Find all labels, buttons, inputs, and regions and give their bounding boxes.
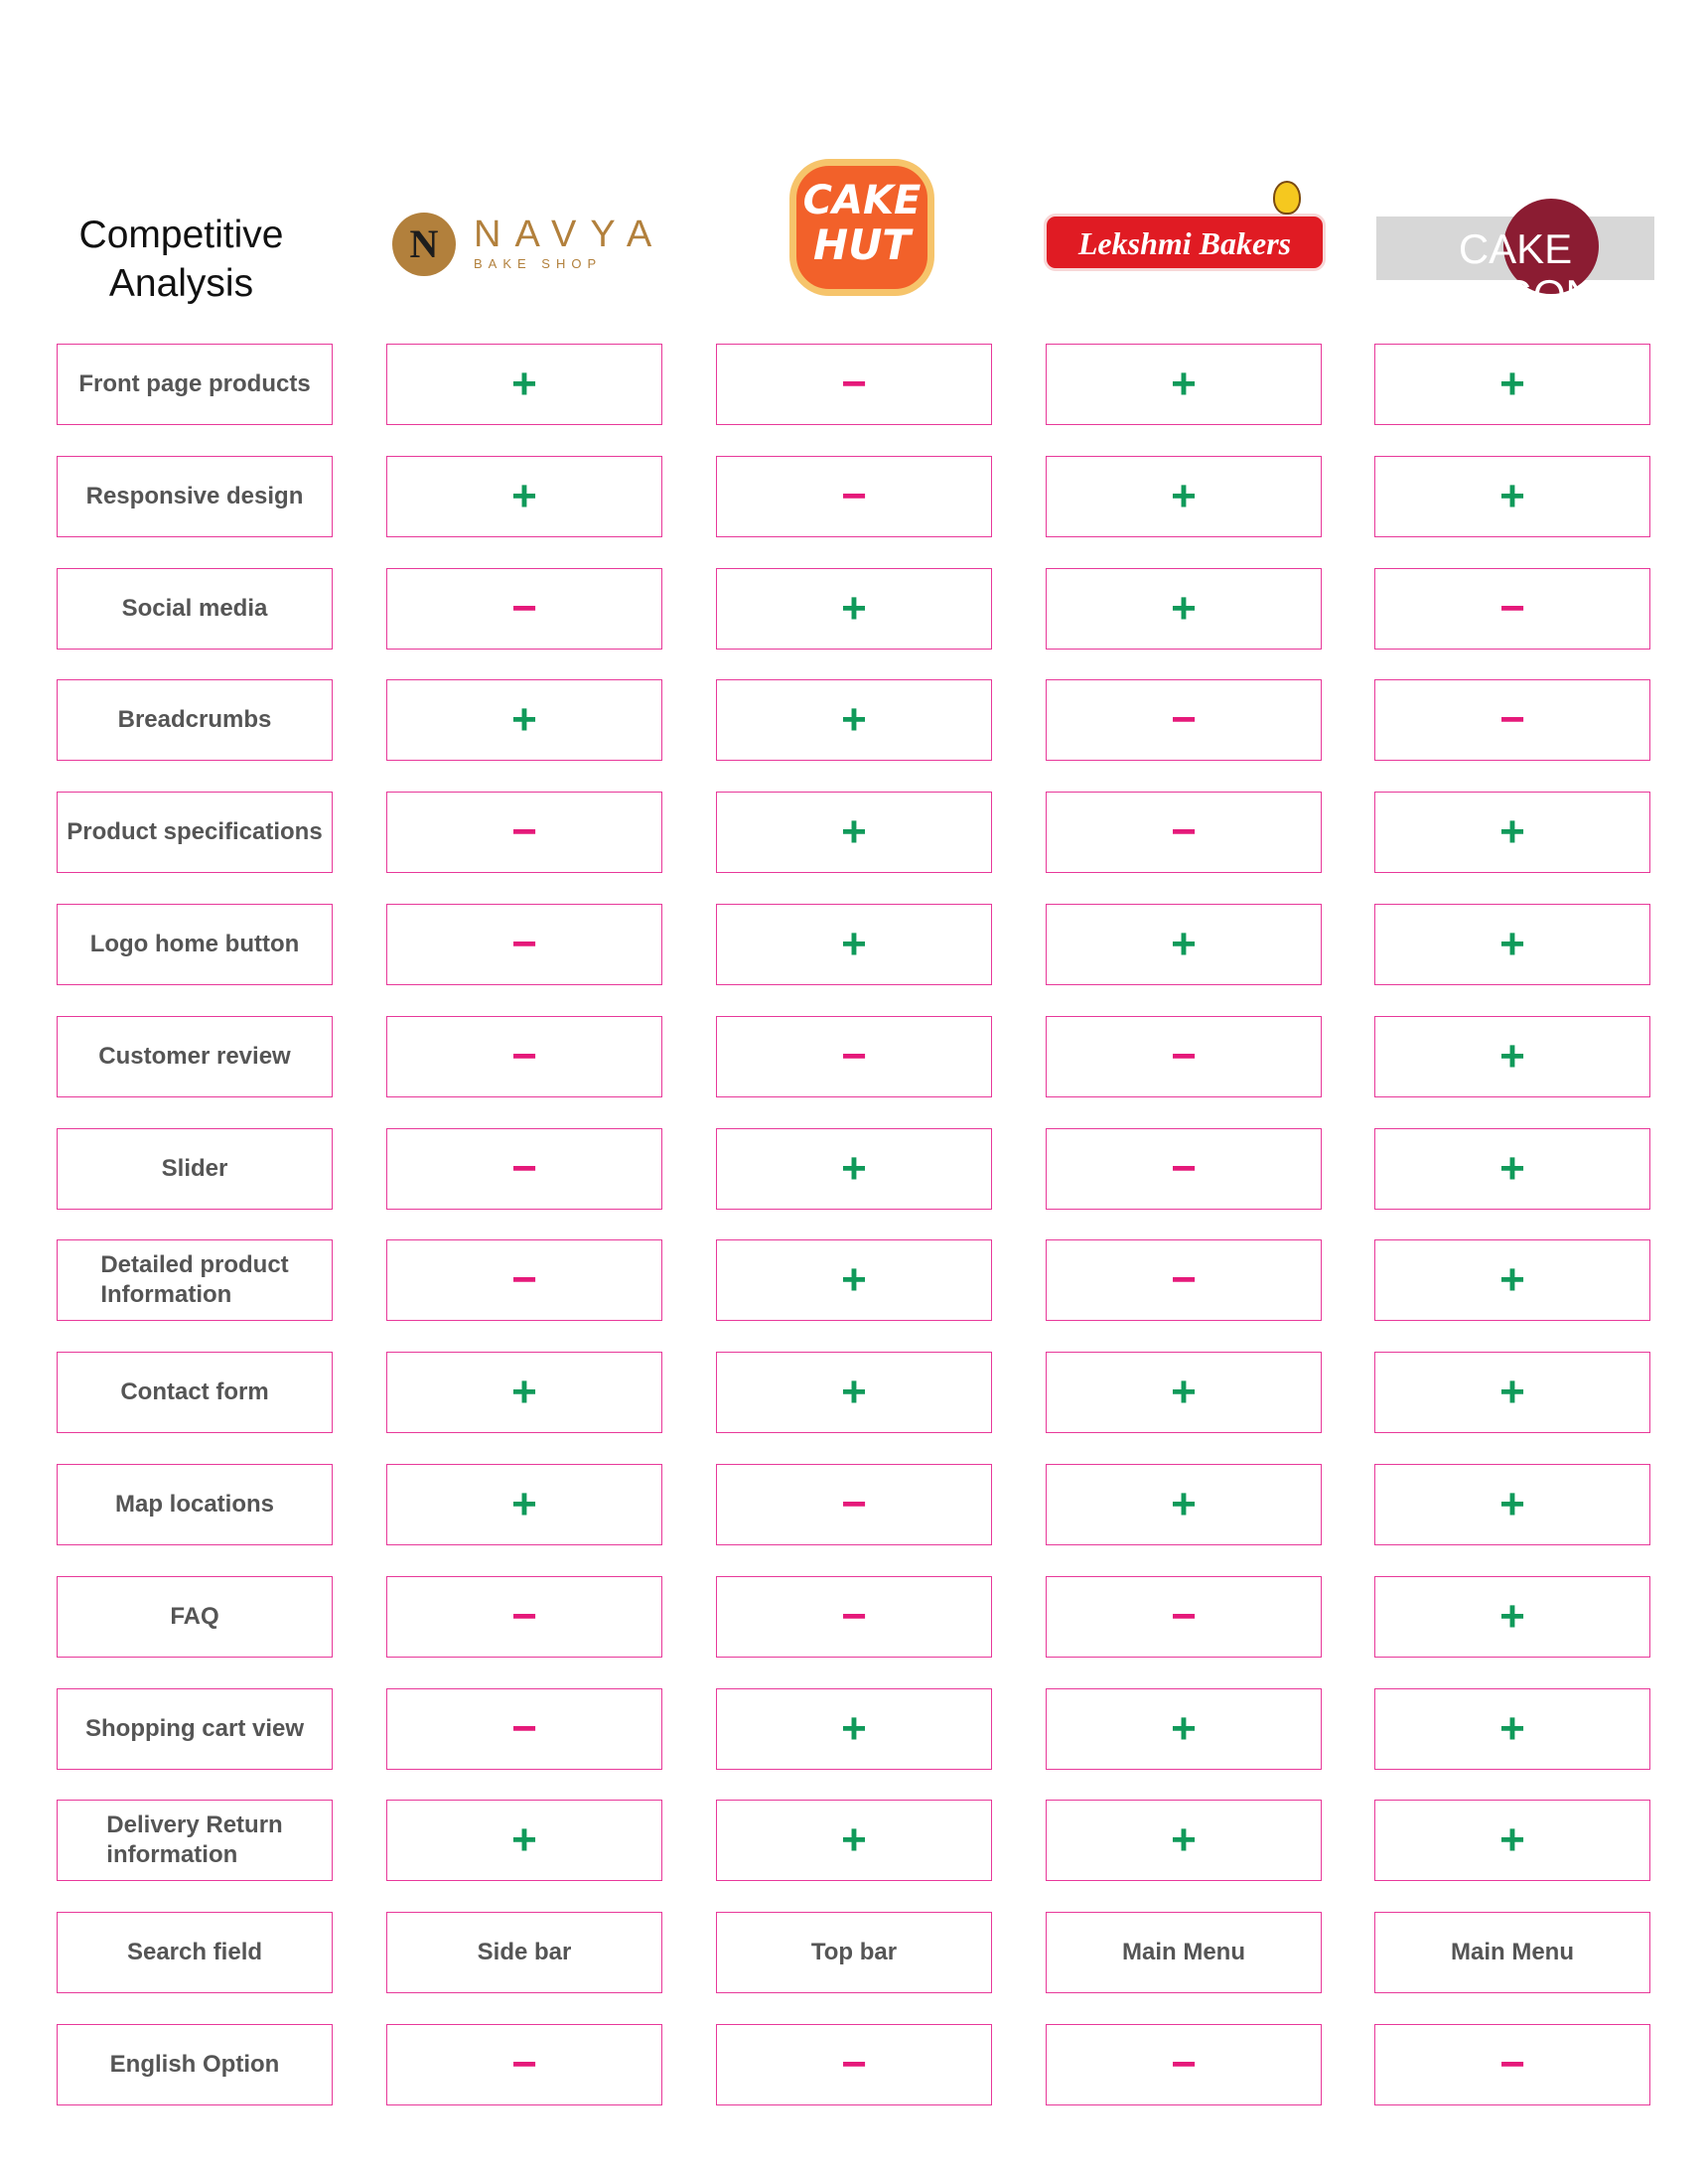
rating-cell bbox=[1046, 1239, 1322, 1321]
minus-icon: − bbox=[511, 807, 537, 856]
rating-cell bbox=[1374, 568, 1650, 650]
rating-cell bbox=[716, 1016, 992, 1097]
plus-icon: + bbox=[511, 695, 537, 744]
rating-cell bbox=[716, 456, 992, 537]
rating-cell bbox=[716, 1464, 992, 1545]
rating-text: Top bar bbox=[810, 1939, 898, 1965]
minus-icon: − bbox=[1171, 1032, 1197, 1081]
minus-icon: − bbox=[841, 1480, 867, 1528]
feature-label: Front page products bbox=[78, 370, 311, 397]
cakehut-logo bbox=[789, 159, 934, 296]
feature-label-cell bbox=[57, 456, 333, 537]
rating-cell bbox=[1374, 1016, 1650, 1097]
plus-icon: + bbox=[1171, 584, 1197, 633]
rating-cell bbox=[1046, 679, 1322, 761]
feature-label-cell bbox=[57, 1464, 333, 1545]
plus-icon: + bbox=[1499, 472, 1525, 520]
minus-icon: − bbox=[511, 584, 537, 633]
minus-icon: − bbox=[511, 2040, 537, 2089]
minus-icon: − bbox=[511, 1704, 537, 1753]
mascot-icon bbox=[1273, 181, 1301, 215]
rating-cell bbox=[1374, 1239, 1650, 1321]
rating-cell bbox=[386, 1800, 662, 1881]
rating-cell bbox=[386, 679, 662, 761]
feature-label-cell bbox=[57, 792, 333, 873]
rating-cell bbox=[1374, 1352, 1650, 1433]
rating-cell bbox=[386, 1016, 662, 1097]
plus-icon: + bbox=[1171, 1815, 1197, 1864]
rating-cell bbox=[1046, 1352, 1322, 1433]
rating-cell bbox=[1374, 904, 1650, 985]
feature-label-cell bbox=[57, 904, 333, 985]
rating-cell bbox=[1046, 1016, 1322, 1097]
feature-label: Delivery Return information bbox=[106, 1811, 283, 1868]
rating-cell bbox=[1046, 1688, 1322, 1770]
rating-cell bbox=[1374, 1800, 1650, 1881]
feature-label-cell bbox=[57, 1352, 333, 1433]
feature-label: Customer review bbox=[98, 1043, 291, 1070]
minus-icon: − bbox=[511, 1032, 537, 1081]
plus-icon: + bbox=[841, 1144, 867, 1193]
navya-logo bbox=[386, 207, 674, 286]
rating-cell bbox=[716, 1688, 992, 1770]
minus-icon: − bbox=[841, 1592, 867, 1641]
cakehut-line2: HUT bbox=[813, 220, 911, 269]
rating-cell bbox=[386, 1912, 662, 1993]
minus-icon: − bbox=[1171, 807, 1197, 856]
plus-icon: + bbox=[841, 584, 867, 633]
rating-cell bbox=[1046, 568, 1322, 650]
page-title: Competitive Analysis bbox=[78, 214, 284, 305]
minus-icon: − bbox=[841, 360, 867, 408]
minus-icon: − bbox=[841, 1032, 867, 1081]
feature-label: Detailed product Information bbox=[100, 1251, 289, 1308]
feature-label: Map locations bbox=[114, 1491, 275, 1518]
feature-label: Contact form bbox=[120, 1378, 269, 1405]
navya-monogram: N bbox=[392, 213, 456, 276]
feature-label-cell bbox=[57, 1912, 333, 1993]
rating-cell bbox=[386, 1352, 662, 1433]
feature-label-cell bbox=[57, 1128, 333, 1210]
plus-icon: + bbox=[1499, 1592, 1525, 1641]
feature-label: Breadcrumbs bbox=[117, 706, 272, 733]
rating-text: Side bar bbox=[477, 1939, 572, 1965]
rating-cell bbox=[386, 904, 662, 985]
plus-icon: + bbox=[1499, 1032, 1525, 1081]
plus-icon: + bbox=[841, 1368, 867, 1416]
feature-label: FAQ bbox=[170, 1603, 219, 1630]
rating-cell bbox=[1046, 456, 1322, 537]
rating-cell bbox=[1374, 679, 1650, 761]
feature-label: Search field bbox=[126, 1939, 263, 1965]
rating-cell bbox=[716, 1912, 992, 1993]
plus-icon: + bbox=[1171, 472, 1197, 520]
feature-label-cell bbox=[57, 1239, 333, 1321]
plus-icon: + bbox=[1499, 1144, 1525, 1193]
rating-cell bbox=[1046, 904, 1322, 985]
rating-cell bbox=[716, 1352, 992, 1433]
rating-cell bbox=[386, 1464, 662, 1545]
plus-icon: + bbox=[511, 1368, 537, 1416]
cakewagon-name: CAKE WAGON bbox=[1435, 225, 1596, 318]
minus-icon: − bbox=[1171, 1255, 1197, 1304]
rating-cell bbox=[1046, 792, 1322, 873]
feature-label: Logo home button bbox=[89, 931, 300, 957]
feature-label: Responsive design bbox=[85, 483, 304, 509]
rating-cell bbox=[386, 1576, 662, 1658]
rating-cell bbox=[386, 792, 662, 873]
minus-icon: − bbox=[1171, 1592, 1197, 1641]
rating-cell bbox=[716, 1800, 992, 1881]
plus-icon: + bbox=[1499, 1704, 1525, 1753]
feature-label-cell bbox=[57, 1576, 333, 1658]
plus-icon: + bbox=[841, 920, 867, 968]
rating-cell bbox=[1046, 1464, 1322, 1545]
plus-icon: + bbox=[1499, 1255, 1525, 1304]
rating-cell bbox=[386, 1239, 662, 1321]
minus-icon: − bbox=[1499, 695, 1525, 744]
rating-cell bbox=[386, 1128, 662, 1210]
minus-icon: − bbox=[841, 472, 867, 520]
minus-icon: − bbox=[511, 920, 537, 968]
minus-icon: − bbox=[1171, 1144, 1197, 1193]
rating-cell bbox=[386, 344, 662, 425]
rating-cell bbox=[1046, 1912, 1322, 1993]
rating-cell bbox=[386, 456, 662, 537]
rating-cell bbox=[1374, 1576, 1650, 1658]
rating-text: Main Menu bbox=[1451, 1939, 1574, 1965]
rating-cell bbox=[1374, 2024, 1650, 2105]
rating-cell bbox=[1374, 792, 1650, 873]
rating-cell bbox=[1374, 1128, 1650, 1210]
plus-icon: + bbox=[1171, 1368, 1197, 1416]
plus-icon: + bbox=[1499, 1815, 1525, 1864]
rating-cell bbox=[1374, 456, 1650, 537]
feature-label-cell bbox=[57, 1688, 333, 1770]
plus-icon: + bbox=[511, 472, 537, 520]
feature-label: Slider bbox=[161, 1155, 228, 1182]
minus-icon: − bbox=[511, 1592, 537, 1641]
plus-icon: + bbox=[841, 695, 867, 744]
rating-text: Main Menu bbox=[1122, 1939, 1245, 1965]
minus-icon: − bbox=[511, 1144, 537, 1193]
plus-icon: + bbox=[1499, 807, 1525, 856]
feature-label-cell bbox=[57, 1016, 333, 1097]
rating-cell bbox=[716, 2024, 992, 2105]
feature-label-cell bbox=[57, 344, 333, 425]
navya-subtitle: BAKE SHOP bbox=[474, 256, 603, 271]
plus-icon: + bbox=[1171, 1480, 1197, 1528]
rating-cell bbox=[1374, 1688, 1650, 1770]
rating-cell bbox=[1374, 344, 1650, 425]
feature-label: Shopping cart view bbox=[84, 1715, 305, 1742]
plus-icon: + bbox=[1171, 1704, 1197, 1753]
plus-icon: + bbox=[1499, 1368, 1525, 1416]
feature-label-cell bbox=[57, 1800, 333, 1881]
plus-icon: + bbox=[1171, 360, 1197, 408]
rating-cell bbox=[716, 792, 992, 873]
minus-icon: − bbox=[1171, 695, 1197, 744]
plus-icon: + bbox=[511, 1815, 537, 1864]
rating-cell bbox=[1046, 1800, 1322, 1881]
minus-icon: − bbox=[1499, 2040, 1525, 2089]
lekshmi-logo bbox=[1044, 214, 1326, 271]
rating-cell bbox=[1374, 1912, 1650, 1993]
feature-label-cell bbox=[57, 568, 333, 650]
rating-cell bbox=[716, 904, 992, 985]
plus-icon: + bbox=[841, 807, 867, 856]
minus-icon: − bbox=[1171, 2040, 1197, 2089]
rating-cell bbox=[716, 568, 992, 650]
rating-cell bbox=[386, 568, 662, 650]
rating-cell bbox=[716, 1576, 992, 1658]
minus-icon: − bbox=[1499, 584, 1525, 633]
feature-label-cell bbox=[57, 2024, 333, 2105]
cakehut-line1: CAKE bbox=[802, 178, 922, 223]
plus-icon: + bbox=[1499, 1480, 1525, 1528]
plus-icon: + bbox=[1499, 920, 1525, 968]
rating-cell bbox=[716, 1239, 992, 1321]
plus-icon: + bbox=[841, 1704, 867, 1753]
rating-cell bbox=[1046, 1576, 1322, 1658]
plus-icon: + bbox=[841, 1815, 867, 1864]
feature-label-cell bbox=[57, 679, 333, 761]
rating-cell bbox=[386, 1688, 662, 1770]
plus-icon: + bbox=[1171, 920, 1197, 968]
rating-cell bbox=[1046, 344, 1322, 425]
minus-icon: − bbox=[511, 1255, 537, 1304]
cakewagon-logo bbox=[1376, 217, 1654, 318]
feature-label: English Option bbox=[109, 2051, 280, 2078]
minus-icon: − bbox=[841, 2040, 867, 2089]
rating-cell bbox=[716, 344, 992, 425]
navya-name: NAVYA bbox=[474, 214, 666, 255]
plus-icon: + bbox=[1499, 360, 1525, 408]
lekshmi-name: Lekshmi Bakers bbox=[1077, 225, 1292, 261]
plus-icon: + bbox=[511, 1480, 537, 1528]
rating-cell bbox=[716, 1128, 992, 1210]
feature-label: Social media bbox=[121, 595, 268, 622]
plus-icon: + bbox=[841, 1255, 867, 1304]
rating-cell bbox=[386, 2024, 662, 2105]
rating-cell bbox=[1046, 1128, 1322, 1210]
rating-cell bbox=[1374, 1464, 1650, 1545]
plus-icon: + bbox=[511, 360, 537, 408]
feature-label: Product specifications bbox=[67, 818, 323, 845]
rating-cell bbox=[716, 679, 992, 761]
rating-cell bbox=[1046, 2024, 1322, 2105]
